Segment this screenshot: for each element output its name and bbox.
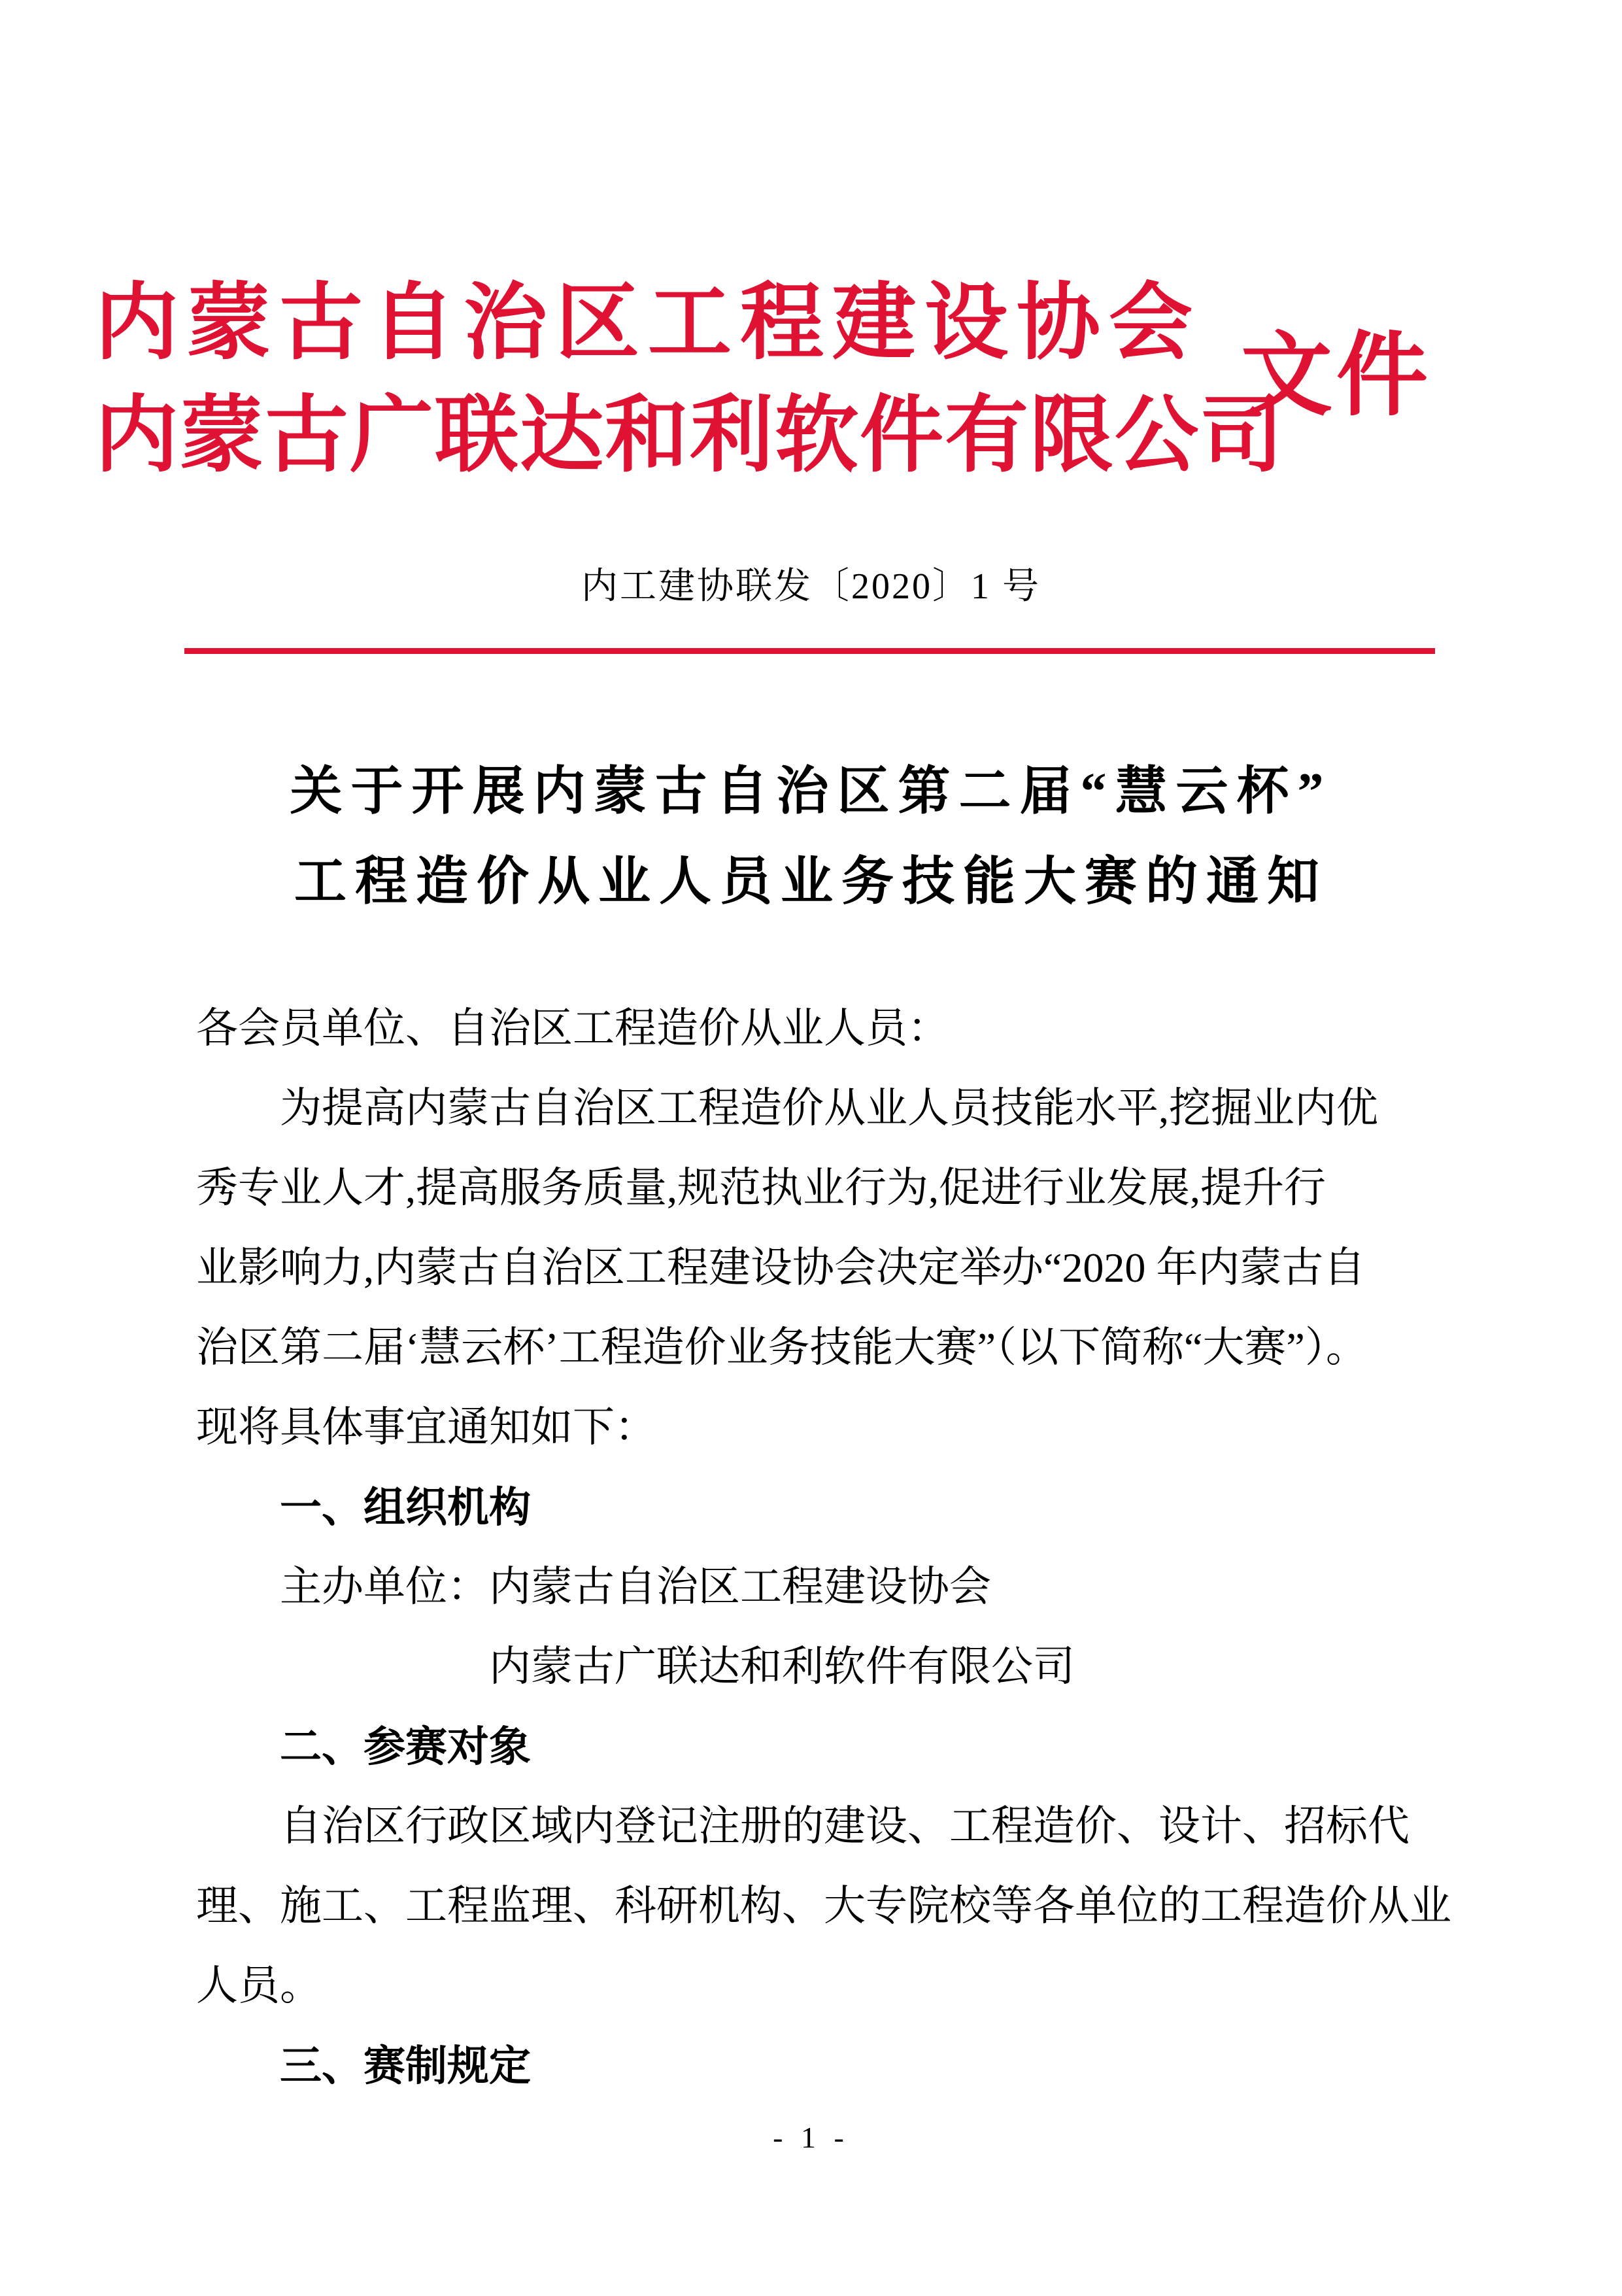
body-line: 为提高内蒙古自治区工程造价从业人员技能水平,挖掘业内优 (280, 1085, 1378, 1131)
body-line-salutation: 各会员单位、自治区工程造价从业人员： (196, 1005, 949, 1052)
body-heading-3: 三、赛制规定 (280, 2042, 531, 2089)
body-line: 理、施工、工程监理、科研机构、大专院校等各单位的工程造价从业 (196, 1883, 1451, 1929)
body-line-organizer-2: 内蒙古广联达和利软件有限公司 (489, 1643, 1075, 1690)
document-body (196, 989, 1451, 2106)
body-line: 秀专业人才,提高服务质量,规范执业行为,促进行业发展,提升行 (196, 1165, 1326, 1211)
document-number: 内工建协联发〔2020〕1 号 (581, 566, 1041, 607)
body-line: 业影响力,内蒙古自治区工程建设协会决定举办“2020 年内蒙古自 (196, 1244, 1366, 1291)
body-line: 现将具体事宜通知如下： (196, 1404, 656, 1450)
page-number: - 1 - (773, 2121, 849, 2154)
document-title-line-2: 工程造价从业人员业务技能大赛的通知 (294, 853, 1328, 911)
letterhead-org-line-1: 内蒙古自治区工程建设协会 (95, 277, 1202, 369)
letterhead (95, 267, 1285, 492)
body-line: 自治区行政区域内登记注册的建设、工程造价、设计、招标代 (280, 1803, 1410, 1849)
body-line: 治区第二届‘慧云杯’工程造价业务技能大赛”（以下简称“大赛”）。 (196, 1324, 1368, 1371)
body-line-organizer: 主办单位：内蒙古自治区工程建设协会 (280, 1564, 991, 1610)
body-heading-2: 二、参赛对象 (280, 1723, 531, 1770)
document-title-line-1: 关于开展内蒙古自治区第二届“慧云杯” (290, 763, 1332, 821)
document-title (0, 747, 1622, 927)
body-line: 人员。 (196, 1962, 322, 2009)
letterhead-org-line-2: 内蒙古广联达和利软件有限公司 (95, 389, 1285, 482)
body-heading-1: 一、组织机构 (280, 1484, 531, 1531)
letterhead-divider-rule (184, 648, 1435, 654)
letterhead-doc-type-label: 文件 (1241, 326, 1432, 427)
